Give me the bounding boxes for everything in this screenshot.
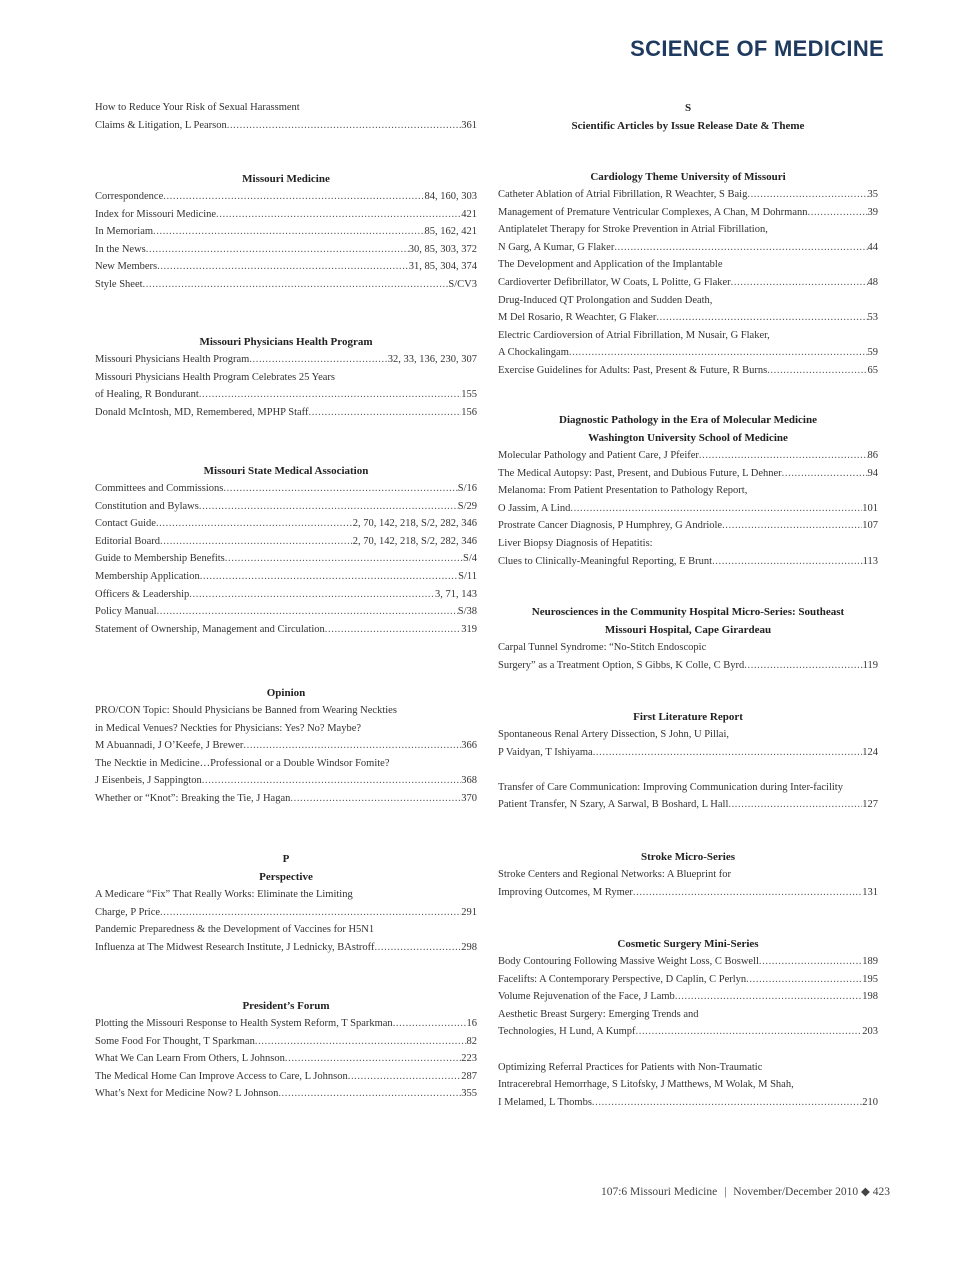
- entry-title: In Memoriam: [95, 226, 154, 238]
- entry-pages: 35: [867, 189, 878, 200]
- entry-line: Stroke Centers and Regional Networks: A Blueprint for: [498, 869, 732, 880]
- entry-pages: 86: [867, 450, 878, 461]
- entry-title: New Members: [95, 261, 158, 273]
- entry-title: J Eisenbeis, J Sappington: [95, 775, 202, 787]
- section-cosmetic-surgery: [498, 935, 878, 1111]
- dot-leader: [153, 223, 424, 241]
- section-scientific-articles: [498, 99, 878, 135]
- entry-line: in Medical Venues? Neckties for Physicians: Yes? No? Maybe?: [95, 722, 362, 734]
- dot-leader: [199, 498, 458, 516]
- entry-title: Membership Application: [95, 570, 200, 582]
- entry-pages: 355: [461, 1088, 477, 1100]
- index-entry: [95, 568, 477, 586]
- section-title: Neurosciences in the Community Hospital Micro-Series: Southeast: [531, 606, 845, 618]
- section-diagnostic-pathology: [498, 411, 878, 570]
- entry-line: How to Reduce Your Risk of Sexual Harassment: [95, 102, 300, 113]
- entry-pages: 195: [862, 973, 878, 985]
- entry-title: Catheter Ablation of Atrial Fibrillation, R Weachter, S Baig: [498, 189, 748, 200]
- entry-title: A Chockalingam: [498, 347, 569, 359]
- section-harassment: [95, 99, 477, 134]
- entry-title: of Healing, R Bondurant: [95, 389, 199, 401]
- entry-title: Plotting the Missouri Response to Health System Reform, T Sparkman: [95, 1018, 393, 1029]
- index-entry: [498, 362, 878, 380]
- section-header: SCIENCE OF MEDICINE: [630, 36, 884, 61]
- index-entry: [95, 939, 477, 957]
- entry-title: Missouri Physicians Health Program: [95, 354, 250, 365]
- section-missouri-medicine: [95, 170, 477, 294]
- entry-pages: S/CV3: [448, 278, 477, 290]
- entry-line: Melanoma: From Patient Presentation to Pathology Report,: [498, 485, 748, 497]
- dot-leader: [285, 1050, 461, 1068]
- page-number: 423: [872, 1186, 890, 1198]
- entry-title: M Abuannadi, J O’Keefe, J Brewer: [95, 740, 244, 752]
- dot-leader: [223, 480, 457, 498]
- section-title: Perspective: [259, 871, 313, 883]
- section-stroke: [498, 848, 878, 901]
- index-entry: [498, 239, 878, 257]
- section-title: Stroke Micro-Series: [641, 851, 735, 863]
- dot-leader: [393, 1015, 467, 1033]
- entry-title: Volume Rejuvenation of the Face, J Lamb: [498, 991, 675, 1003]
- index-entry: [95, 737, 477, 755]
- entry-pages: 101: [862, 502, 878, 514]
- entry-title: Charge, P Price: [95, 906, 161, 918]
- section-title: Missouri Medicine: [242, 173, 330, 185]
- entry-title: Guide to Membership Benefits: [95, 553, 225, 565]
- section-first-literature: [498, 708, 878, 814]
- dot-leader: [216, 206, 461, 224]
- entry-title: Cardioverter Defibrillator, W Coats, L Politte, G Flaker: [498, 276, 731, 288]
- index-entry: [95, 223, 477, 241]
- dot-leader: [143, 276, 449, 294]
- entry-title: I Melamed, L Thombs: [498, 1096, 592, 1108]
- diamond-icon: ◆: [861, 1186, 870, 1198]
- dot-leader: [656, 309, 867, 327]
- entry-line: Transfer of Care Communication: Improving Communication during Inter-facility: [498, 781, 843, 793]
- entry-title: Management of Premature Ventricular Complexes, A Chan, M Dohrmann: [498, 206, 808, 218]
- section-title: President’s Forum: [242, 1000, 330, 1012]
- entry-pages: 155: [461, 389, 477, 401]
- entry-pages: 223: [461, 1053, 477, 1065]
- entry-title: Claims & Litigation, L Pearson: [95, 119, 227, 131]
- index-entry: [95, 351, 477, 369]
- dot-leader: [202, 772, 462, 790]
- index-entry: [498, 1023, 878, 1041]
- dot-leader: [160, 533, 353, 551]
- dot-leader: [570, 500, 862, 518]
- section-subtitle: Washington University School of Medicine: [588, 432, 788, 444]
- dot-leader: [156, 515, 353, 533]
- section-presidents-forum: [95, 997, 477, 1103]
- index-entry: [498, 465, 878, 483]
- index-entry: [95, 1068, 477, 1086]
- entry-pages: 44: [867, 241, 878, 253]
- entry-title: Molecular Pathology and Patient Care, J Pfeifer: [498, 450, 699, 461]
- dot-leader: [746, 971, 862, 989]
- entry-title: Committees and Commissions: [95, 483, 224, 494]
- index-entry: [95, 117, 477, 135]
- dot-leader: [808, 204, 868, 222]
- entry-pages: 124: [862, 746, 878, 758]
- index-entry: [95, 404, 477, 422]
- dot-leader: [243, 737, 461, 755]
- entry-pages: S/11: [458, 570, 477, 582]
- entry-line: Optimizing Referral Practices for Patients with Non-Traumatic: [498, 1061, 763, 1073]
- entry-line: Spontaneous Renal Artery Dissection, S John, U Pillai,: [498, 729, 729, 740]
- entry-pages: 319: [461, 623, 477, 635]
- entry-line: The Necktie in Medicine…Professional or a Double Windsor Fomite?: [95, 757, 390, 769]
- entry-pages: 198: [862, 991, 878, 1003]
- index-entry: [498, 344, 878, 362]
- footer-issue: 107:6 Missouri Medicine: [600, 1186, 718, 1198]
- section-perspective: [95, 850, 477, 956]
- dot-leader: [747, 186, 867, 204]
- entry-pages: 31, 85, 304, 374: [408, 261, 477, 273]
- entry-title: Some Food For Thought, T Sparkman: [95, 1035, 255, 1047]
- entry-line: Liver Biopsy Diagnosis of Hepatitis:: [498, 537, 653, 549]
- dot-leader: [225, 550, 463, 568]
- index-entry: [95, 1033, 477, 1051]
- spacer: [498, 761, 878, 779]
- entry-title: Clues to Clinically-Meaningful Reporting, E Brunt: [498, 555, 713, 567]
- index-entry: [95, 550, 477, 568]
- entry-title: Correspondence: [95, 191, 164, 202]
- entry-title: The Medical Autopsy: Past, Present, and Dubious Future, L Dehner: [498, 467, 782, 479]
- entry-title: In the News: [95, 243, 146, 255]
- entry-pages: 368: [461, 775, 477, 787]
- index-entry: [95, 533, 477, 551]
- dot-leader: [227, 117, 462, 135]
- dot-leader: [374, 939, 461, 957]
- dot-leader: [199, 386, 461, 404]
- spacer: [498, 1041, 878, 1059]
- entry-title: What We Can Learn From Others, L Johnson: [95, 1053, 285, 1065]
- entry-pages: 30, 85, 303, 372: [408, 243, 477, 255]
- entry-pages: 2, 70, 142, 218, S/2, 282, 346: [352, 518, 477, 530]
- dot-leader: [744, 657, 862, 675]
- section-title: Scientific Articles by Issue Release Date & Theme: [571, 120, 805, 132]
- section-physicians-health: [95, 333, 477, 421]
- entry-line: A Medicare “Fix” That Really Works: Eliminate the Limiting: [95, 889, 353, 900]
- entry-pages: 189: [862, 956, 878, 967]
- entry-pages: 298: [461, 941, 477, 953]
- index-entry: [95, 603, 477, 621]
- section-subtitle: Missouri Hospital, Cape Girardeau: [604, 624, 772, 636]
- section-title: Opinion: [266, 687, 306, 699]
- section-msma: [95, 462, 477, 638]
- entry-pages: 94: [867, 467, 878, 479]
- entry-pages: 287: [461, 1070, 477, 1082]
- index-entry: [498, 186, 878, 204]
- section-title: Missouri Physicians Health Program: [199, 336, 373, 348]
- dot-leader: [728, 796, 862, 814]
- entry-line: Electric Cardioversion of Atrial Fibrillation, M Nusair, G Flaker,: [498, 329, 770, 341]
- entry-pages: 53: [867, 312, 878, 324]
- index-entry: [498, 884, 878, 902]
- dot-leader: [782, 465, 868, 483]
- index-entry: [95, 621, 477, 639]
- entry-pages: 59: [867, 347, 878, 359]
- dot-leader: [592, 1094, 862, 1112]
- entry-pages: 156: [461, 406, 477, 418]
- dot-leader: [712, 553, 863, 571]
- index-entry: [498, 988, 878, 1006]
- dot-leader: [278, 1085, 461, 1103]
- dot-leader: [636, 1023, 863, 1041]
- dot-leader: [675, 988, 862, 1006]
- entry-title: Influenza at The Midwest Research Institute, J Lednicky, BAstroff: [95, 941, 375, 953]
- index-entry: [95, 1085, 477, 1103]
- section-cardiology: [498, 168, 878, 380]
- entry-pages: 361: [461, 119, 477, 131]
- index-entry: [95, 276, 477, 294]
- index-entry: [95, 188, 477, 206]
- index-entry: [498, 553, 878, 571]
- index-entry: [498, 517, 878, 535]
- index-entry: [498, 953, 878, 971]
- index-entry: [498, 796, 878, 814]
- entry-title: P Vaidyan, T Ishiyama: [498, 746, 593, 758]
- index-entry: [498, 447, 878, 465]
- footer-date: November/December 2010: [733, 1186, 859, 1198]
- entry-pages: 84, 160, 303: [424, 191, 477, 202]
- dot-leader: [759, 953, 862, 971]
- entry-pages: 421: [461, 208, 477, 220]
- entry-pages: 127: [862, 799, 878, 811]
- entry-pages: 119: [862, 659, 878, 671]
- entry-line: Drug-Induced QT Prolongation and Sudden Death,: [498, 294, 713, 306]
- entry-title: Donald McIntosh, MD, Remembered, MPHP Staff: [95, 406, 309, 418]
- entry-title: Surgery” as a Treatment Option, S Gibbs, K Colle, C Byrd: [498, 659, 745, 671]
- entry-line: Intracerebral Hemorrhage, S Litofsky, J Matthews, M Wolak, M Shah,: [498, 1079, 794, 1091]
- page-footer: [601, 1184, 890, 1198]
- dot-leader: [189, 586, 435, 604]
- section-title: Diagnostic Pathology in the Era of Molecular Medicine: [559, 414, 817, 426]
- dot-leader: [163, 188, 424, 206]
- dot-leader: [255, 1033, 467, 1051]
- index-entry: [498, 309, 878, 327]
- dot-leader: [633, 884, 862, 902]
- index-entry: [498, 1094, 878, 1112]
- dot-leader: [200, 568, 458, 586]
- dot-leader: [731, 274, 868, 292]
- dot-leader: [160, 904, 461, 922]
- entry-title: Index for Missouri Medicine: [95, 208, 217, 220]
- index-entry: [498, 744, 878, 762]
- entry-pages: 107: [862, 520, 878, 532]
- entry-pages: 203: [862, 1026, 878, 1038]
- entry-pages: 39: [867, 206, 878, 218]
- section-title: Cosmetic Surgery Mini-Series: [617, 938, 759, 950]
- index-entry: [95, 1050, 477, 1068]
- dot-leader: [308, 404, 461, 422]
- index-entry: [95, 498, 477, 516]
- index-entry: [95, 790, 477, 808]
- dot-leader: [767, 362, 867, 380]
- dot-leader: [614, 239, 867, 257]
- entry-title: Constitution and Bylaws: [95, 500, 199, 512]
- dot-leader: [157, 258, 409, 276]
- entry-pages: S/16: [457, 483, 477, 494]
- index-entry: [95, 1015, 477, 1033]
- dot-leader: [325, 621, 461, 639]
- index-entry: [95, 904, 477, 922]
- dot-leader: [146, 241, 409, 259]
- entry-pages: S/29: [457, 500, 477, 512]
- dot-leader: [348, 1068, 462, 1086]
- entry-pages: 113: [862, 555, 878, 567]
- index-entry: [498, 500, 878, 518]
- entry-title: Statement of Ownership, Management and Circulation: [95, 623, 325, 635]
- footer-separator: |: [724, 1186, 727, 1198]
- entry-title: Whether or “Knot”: Breaking the Tie, J Hagan: [95, 792, 291, 804]
- index-entry: [498, 204, 878, 222]
- index-letter: S: [684, 102, 692, 114]
- index-letter: P: [282, 853, 290, 865]
- entry-title: What’s Next for Medicine Now? L Johnson: [95, 1088, 279, 1100]
- entry-title: Improving Outcomes, M Rymer: [498, 886, 633, 898]
- entry-pages: 82: [466, 1035, 477, 1047]
- section-title: Cardiology Theme University of Missouri: [590, 171, 786, 183]
- entry-title: Style Sheet: [95, 278, 143, 290]
- entry-title: Exercise Guidelines for Adults: Past, Present & Future, R Burns: [498, 364, 768, 376]
- entry-pages: S/4: [462, 553, 477, 565]
- index-entry: [95, 386, 477, 404]
- entry-line: Missouri Physicians Health Program Celebrates 25 Years: [95, 371, 336, 383]
- entry-title: Body Contouring Following Massive Weight Loss, C Boswell: [498, 956, 759, 967]
- entry-pages: 85, 162, 421: [424, 226, 477, 238]
- dot-leader: [249, 351, 387, 369]
- index-entry: [95, 515, 477, 533]
- index-entry: [95, 480, 477, 498]
- dot-leader: [699, 447, 868, 465]
- index-entry: [95, 772, 477, 790]
- dot-leader: [569, 344, 868, 362]
- entry-line: Antiplatelet Therapy for Stroke Prevention in Atrial Fibrillation,: [498, 224, 768, 236]
- entry-line: PRO/CON Topic: Should Physicians be Banned from Wearing Neckties: [95, 705, 397, 716]
- dot-leader: [157, 603, 458, 621]
- entry-title: Prostrate Cancer Diagnosis, P Humphrey, G Andriole: [498, 520, 723, 532]
- index-entry: [498, 657, 878, 675]
- index-entry: [498, 971, 878, 989]
- entry-pages: 2, 70, 142, 218, S/2, 282, 346: [352, 535, 477, 547]
- entry-pages: 366: [461, 740, 477, 752]
- index-entry: [95, 586, 477, 604]
- entry-title: Technologies, H Lund, A Kumpf: [498, 1026, 636, 1038]
- entry-title: Policy Manual: [95, 606, 157, 618]
- entry-line: The Development and Application of the Implantable: [498, 259, 723, 271]
- index-entry: [95, 241, 477, 259]
- section-neurosciences: [498, 603, 878, 674]
- dot-leader: [722, 517, 862, 535]
- entry-pages: 370: [461, 792, 477, 804]
- entry-title: Contact Guide: [95, 518, 156, 530]
- index-entry: [95, 206, 477, 224]
- entry-pages: 32, 33, 136, 230, 307: [387, 354, 477, 365]
- entry-title: Patient Transfer, N Szary, A Sarwal, B Boshard, L Hall: [498, 799, 729, 811]
- entry-pages: 16: [466, 1018, 477, 1029]
- entry-title: The Medical Home Can Improve Access to Care, L Johnson: [95, 1070, 348, 1082]
- entry-pages: 210: [862, 1096, 878, 1108]
- section-opinion: [95, 684, 477, 808]
- index-entry: [95, 258, 477, 276]
- entry-line: Aesthetic Breast Surgery: Emerging Trends and: [498, 1008, 699, 1020]
- index-entry: [498, 274, 878, 292]
- entry-pages: 291: [461, 906, 477, 918]
- section-title: Missouri State Medical Association: [203, 465, 369, 477]
- dot-leader: [593, 744, 863, 762]
- entry-title: M Del Rosario, R Weachter, G Flaker: [498, 312, 657, 324]
- entry-pages: 48: [867, 276, 878, 288]
- entry-pages: 3, 71, 143: [435, 588, 477, 600]
- entry-pages: S/38: [457, 606, 477, 618]
- entry-title: N Garg, A Kumar, G Flaker: [498, 241, 615, 253]
- entry-pages: 131: [862, 886, 878, 898]
- entry-line: Pandemic Preparedness & the Development of Vaccines for H5N1: [95, 924, 375, 936]
- entry-title: Editorial Board: [95, 535, 161, 547]
- entry-title: O Jassim, A Lind: [498, 502, 571, 514]
- entry-pages: 65: [867, 364, 878, 376]
- dot-leader: [290, 790, 461, 808]
- entry-title: Facelifts: A Contemporary Perspective, D Caplin, C Perlyn: [498, 973, 747, 985]
- section-title: First Literature Report: [633, 711, 743, 723]
- entry-title: Officers & Leadership: [95, 588, 190, 600]
- entry-line: Carpal Tunnel Syndrome: “No-Stitch Endoscopic: [498, 642, 707, 653]
